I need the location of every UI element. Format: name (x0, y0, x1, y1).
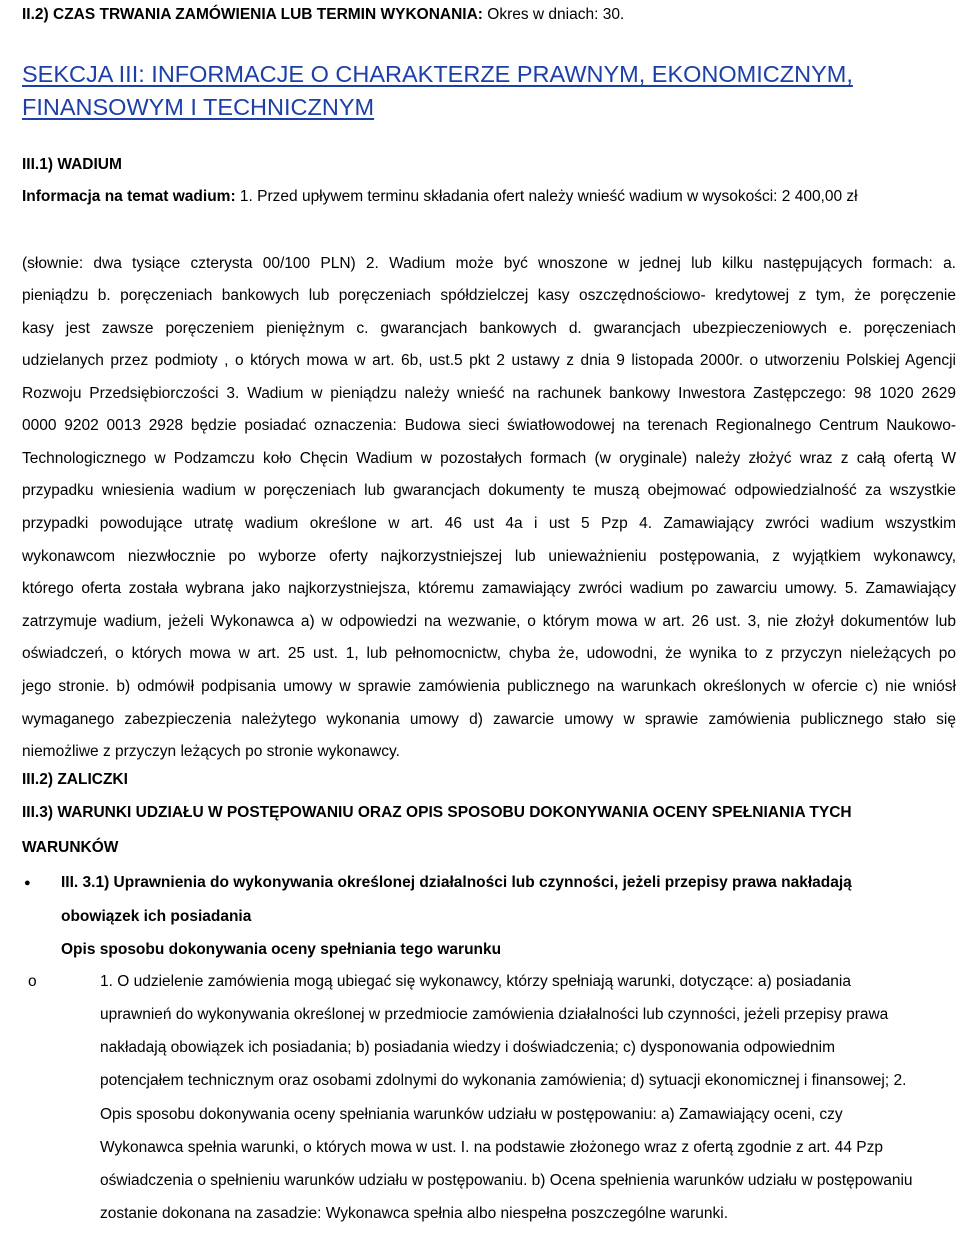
wadium-line-12: zatrzymuje wadium, jeżeli Wykonawca a) w odpowiedzi na wezwanie, o którym mowa w art. 26 ust. 3, nie złożył dokumentów lub (22, 613, 956, 630)
warunki-heading-line-2: WARUNKÓW (22, 839, 119, 856)
warunki-heading-line-1: III.3) WARUNKI UDZIAŁU W POSTĘPOWANIU ORAZ OPIS SPOSOBU DOKONYWANIA OCENY SPEŁNIANIA TYCH (22, 804, 852, 821)
opis-line-6: oświadczenia o spełnieniu warunków udziału w postępowaniu. b) Ocena spełnienia warunków udziału w postępowaniu (100, 1172, 913, 1189)
opis-line-1: uprawnień do wykonywania określonej w przedmiocie zamówienia działalności lub czynności, jeżeli przepisy prawa (100, 1006, 889, 1023)
wadium-line-4: udzielanych przez podmioty , o których mowa w art. 6b, ust.5 pkt 2 ustawy z dnia 9 listopada 2000r. o utworzeniu Polskiej Agencji (22, 352, 956, 369)
uprawnienia-line-1: III. 3.1) Uprawnienia do wykonywania określonej działalności lub czynności, jeżeli przepisy prawa nakładają (61, 874, 852, 891)
opis-line-5: Wykonawca spełnia warunki, o których mowa w ust. I. na podstawie złożonego wraz z ofertą zgodnie z art. 44 Pzp (100, 1139, 883, 1156)
wadium-line-10: wykonawcom niezwłocznie po wyborze oferty najkorzystniejszej lub unieważnieniu postępowania, z wyjątkiem wykonawcy, (22, 548, 956, 565)
duration-value: Okres w dniach: 30. (482, 6, 625, 23)
wadium-line-6: 0000 9202 0013 2928 będzie posiadać oznaczenia: Budowa sieci światłowodowej na terenach Regionalnego Centrum Naukowo- (22, 417, 956, 434)
wadium-line-16: niemożliwe z przyczyn leżących po stronie wykonawcy. (22, 743, 400, 760)
sub-bullet-icon: o (28, 973, 37, 990)
zaliczki-heading: III.2) ZALICZKI (22, 771, 128, 788)
opis-line-0: 1. O udzielenie zamówienia mogą ubiegać się wykonawcy, którzy spełniają warunki, dotyczące: a) posiadania (100, 973, 851, 990)
wadium-heading: III.1) WADIUM (22, 156, 122, 173)
wadium-line-8: przypadku wniesienia wadium w poręczeniach lub gwarancjach dokumenty te muszą obejmować odpowiedzialność za wszystkie (22, 482, 956, 499)
wadium-info-label: Informacja na temat wadium: (22, 188, 236, 205)
wadium-line-1: (słownie: dwa tysiące czterysta 00/100 PLN) 2. Wadium może być wnoszone w jednej lub kilku następujących formach: a. (22, 255, 956, 272)
bullet-icon: ● (24, 877, 31, 889)
wadium-line-13: oświadczeń, o których mowa w art. 25 ust. 1, lub pełnomocnictw, chyba że, udowodni, że wynika to z przyczyn nieleżących po (22, 645, 956, 662)
wadium-line-11: którego oferta została wybrana jako najkorzystniejsza, któremu zamawiający zwróci wadium po zawarciu umowy. 5. Zamawiający (22, 580, 956, 597)
section-title-line-2: FINANSOWYM I TECHNICZNYM (22, 94, 375, 120)
duration-line (22, 4, 624, 26)
wadium-line-2: pieniądzu b. poręczeniach bankowych lub poręczeniach spółdzielczej kasy oszczędnościowo- kredytowej z tym, że poręczenie (22, 287, 956, 304)
duration-label: II.2) CZAS TRWANIA ZAMÓWIENIA LUB TERMIN WYKONANIA: (22, 6, 483, 23)
opis-line-7: zostanie dokonana na zasadzie: Wykonawca spełnia albo niespełna poszczególne warunki. (100, 1205, 729, 1222)
wadium-line-3: kasy jest zawsze poręczeniem pieniężnym c. gwarancjach bankowych d. gwarancjach ubezpieczeniowych e. poręczeniach (22, 320, 956, 337)
opis-line-2: nakładają obowiązek ich posiadania; b) posiadania wiedzy i doświadczenia; c) dysponowania odpowiednim (100, 1039, 835, 1056)
wadium-line-14: jego stronie. b) odmówił podpisania umowy w sprawie zamówienia publicznego na warunkach określonych w ofercie c) nie wniósł (22, 678, 956, 695)
wadium-line-0: Informacja na temat wadium: 1. Przed upływem terminu składania ofert należy wnieść wadium w wysokości: 2 400,00 zł (22, 188, 858, 205)
wadium-line-5: Rozwoju Przedsiębiorczości 3. Wadium w pieniądzu należy wnieść na rachunek bankowy Inwestora Zastępczego: 98 1020 2629 (22, 385, 956, 402)
opis-line-4: Opis sposobu dokonywania oceny spełniania warunków udziału w postępowaniu: a) Zamawiający oceni, czy (100, 1106, 843, 1123)
wadium-line-15: wymaganego zabezpieczenia należytego wykonania umowy d) zawarcie umowy w sprawie zamówienia publicznego stało się (22, 711, 956, 728)
wadium-line-7: Technologicznego w Podzamczu koło Chęcin Wadium w pozostałych formach (w oryginale) należy złożyć wraz z całą ofertą W (22, 450, 956, 467)
opis-label: Opis sposobu dokonywania oceny spełniania tego warunku (61, 941, 502, 958)
opis-line-3: potencjałem technicznym oraz osobami zdolnymi do wykonania zamówienia; d) sytuacji ekonomicznej i finansowej; 2. (100, 1072, 907, 1089)
section-heading (22, 58, 956, 124)
uprawnienia-line-2: obowiązek ich posiadania (61, 908, 252, 925)
wadium-line-9: przypadki powodujące utratę wadium określone w art. 46 ust 4a i ust 5 Pzp 4. Zamawiający zwróci wadium wszystkim (22, 515, 956, 532)
section-title-line-1: SEKCJA III: INFORMACJE O CHARAKTERZE PRAWNYM, EKONOMICZNYM, (22, 61, 853, 87)
